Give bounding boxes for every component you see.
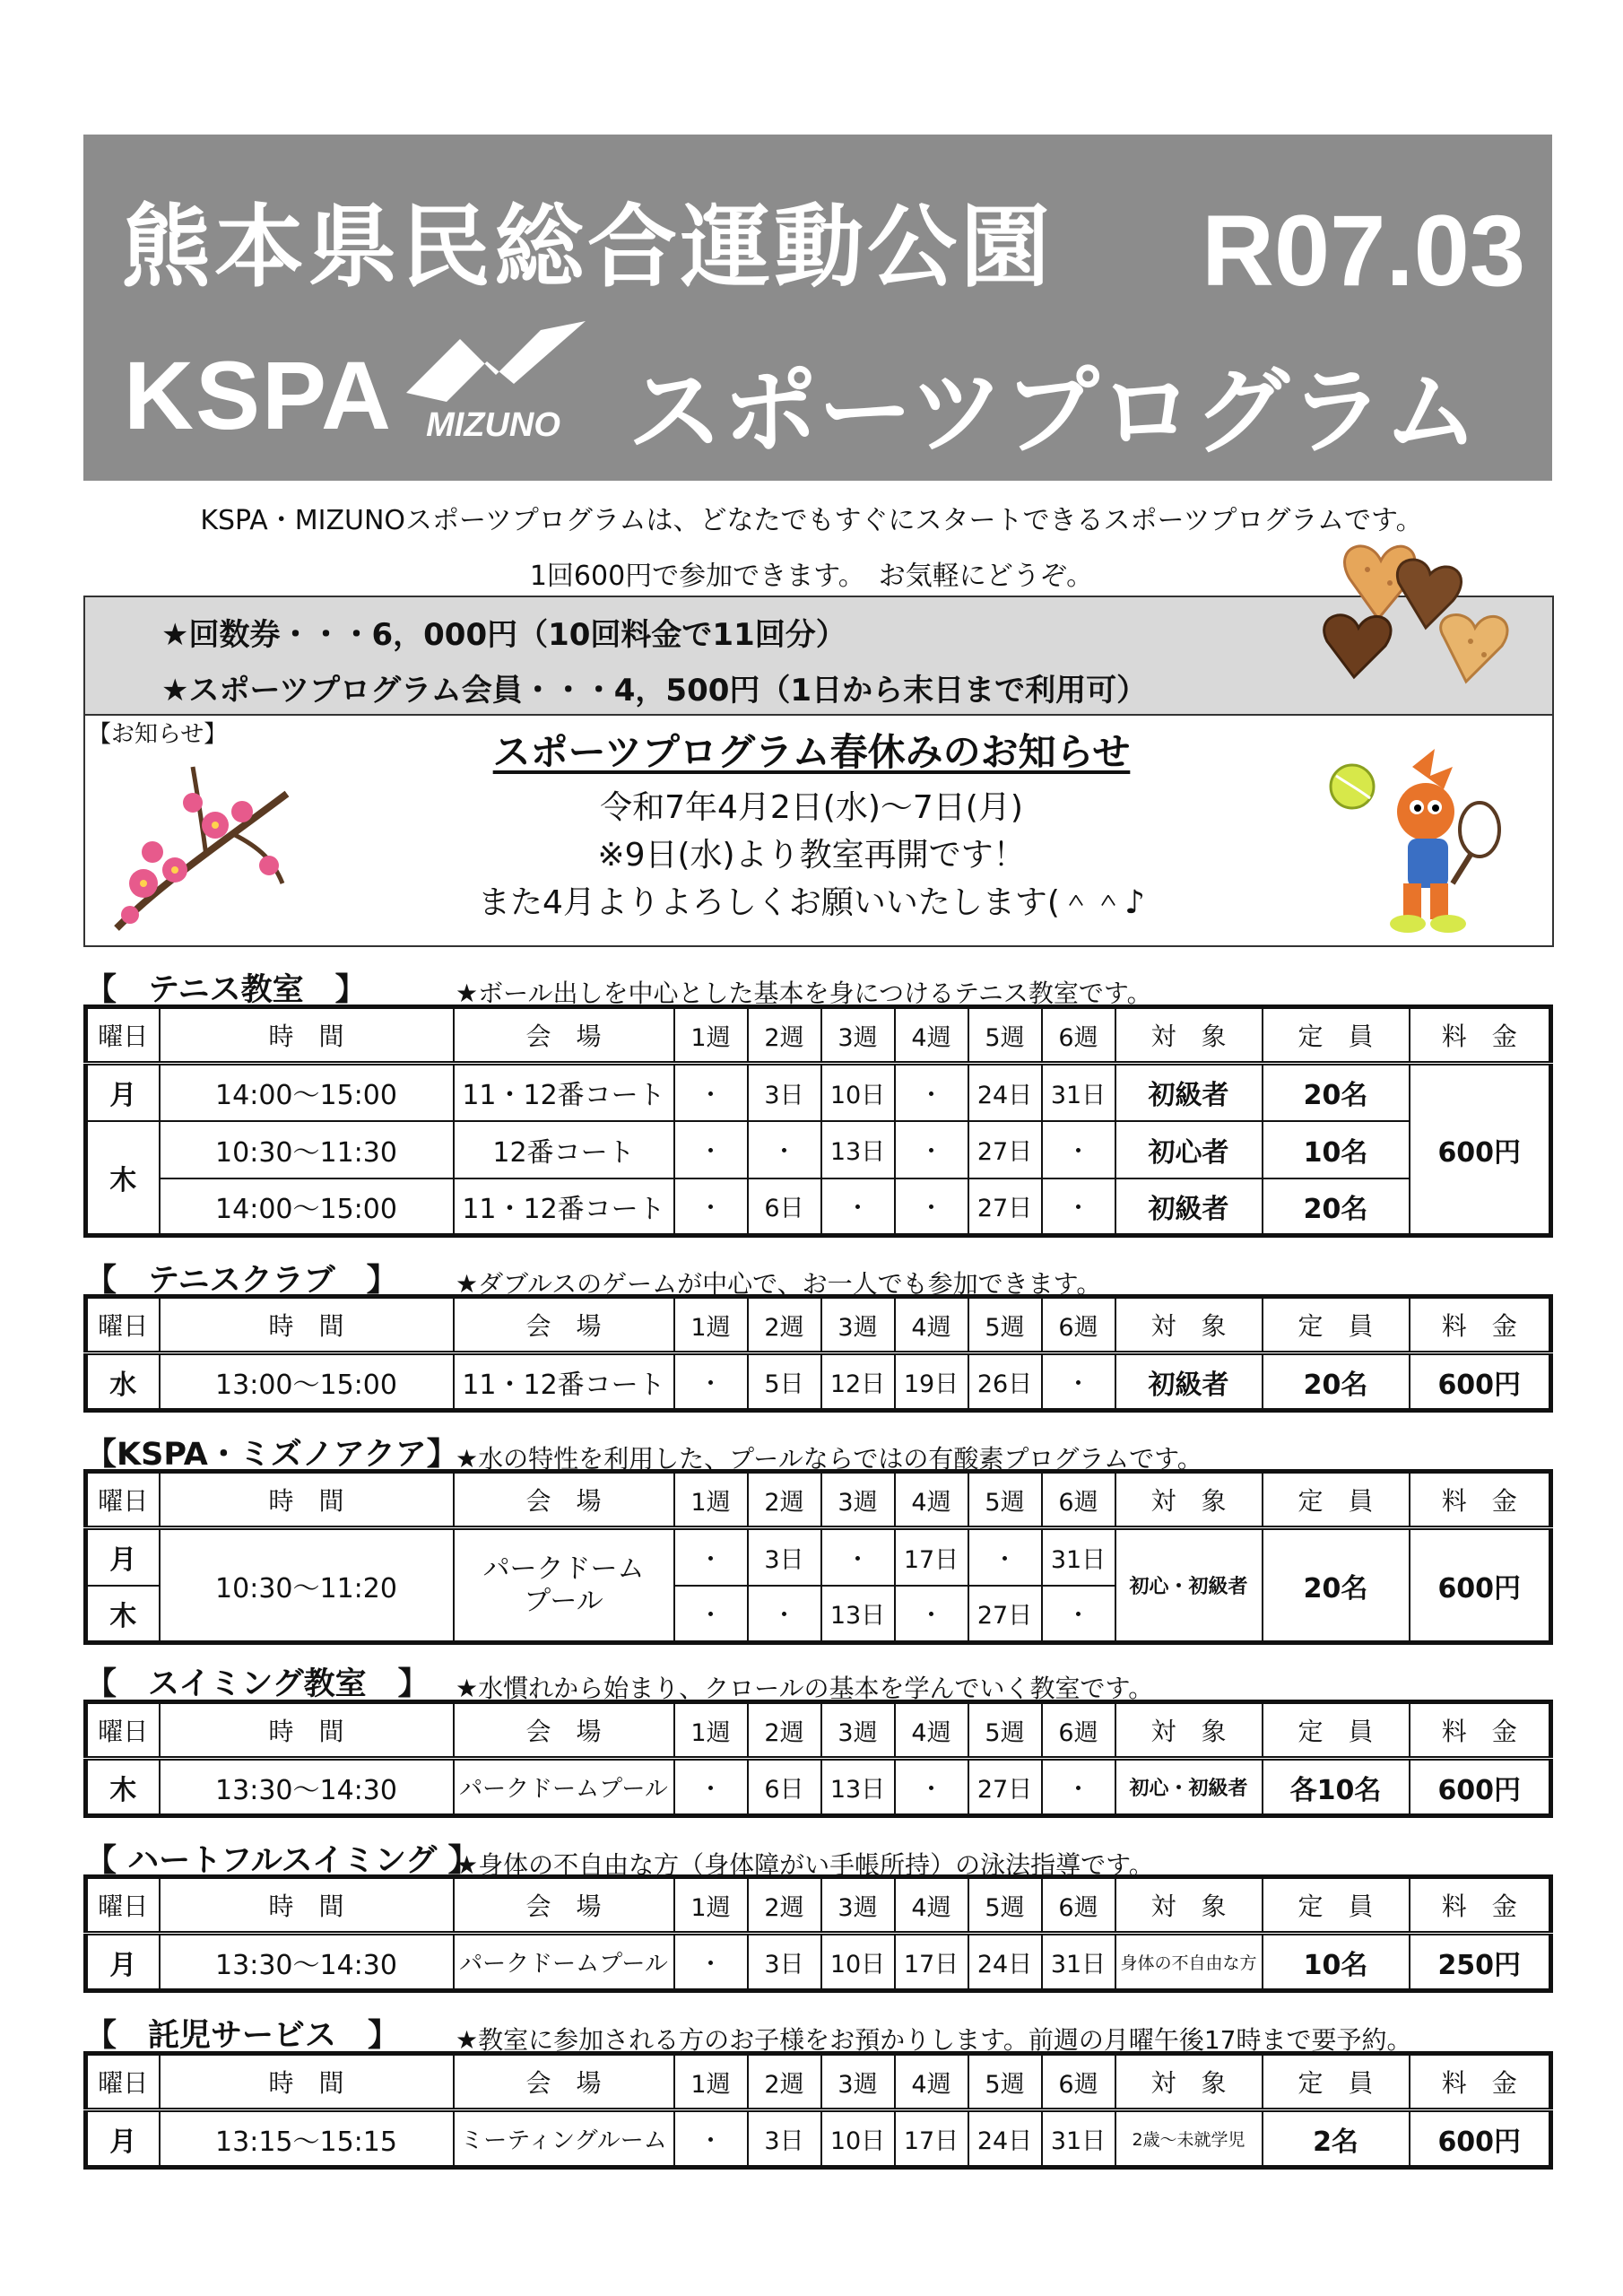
header-target: 対 象	[1115, 2054, 1263, 2110]
week-cell: 13日	[821, 1121, 895, 1178]
venue-cell: パークドーム プール	[454, 1528, 674, 1643]
table-row	[86, 1934, 1551, 1991]
capacity-cell: 2名	[1263, 2110, 1410, 2168]
header-week3: 3週	[821, 1007, 895, 1064]
week-cell: ・	[674, 1178, 748, 1236]
fee-cell: 600円	[1410, 1064, 1551, 1236]
week-cell: ・	[674, 1353, 748, 1411]
swimming-table	[83, 1700, 1553, 1818]
table-row	[86, 1178, 1551, 1236]
week-cell: ・	[674, 1759, 748, 1816]
header-week4: 4週	[895, 2054, 968, 2110]
week-cell: ・	[674, 1934, 748, 1991]
time-cell: 13:30～14:30	[160, 1934, 454, 1991]
header-capacity: 定 員	[1263, 1702, 1410, 1759]
week-cell: ・	[674, 2110, 748, 2168]
cookies-icon	[1314, 529, 1529, 686]
header-day: 曜日	[86, 2054, 160, 2110]
header-week2: 2週	[748, 1702, 821, 1759]
header-capacity: 定 員	[1263, 2054, 1410, 2110]
week-cell: ・	[674, 1586, 748, 1643]
tennis-class-desc: ★ボール出しを中心とした基本を身につけるテニス教室です。	[456, 978, 1152, 1008]
week-cell: ・	[1042, 1178, 1115, 1236]
header-time: 時 間	[160, 1702, 454, 1759]
header-fee: 料 金	[1410, 1297, 1551, 1353]
week-cell: 26日	[968, 1353, 1042, 1411]
header-venue: 会 場	[454, 2054, 674, 2110]
heartful-table	[83, 1874, 1553, 1993]
header-venue: 会 場	[454, 1007, 674, 1064]
header-week1: 1週	[674, 1472, 748, 1528]
week-cell: 24日	[968, 2110, 1042, 2168]
header-fee: 料 金	[1410, 1007, 1551, 1064]
mizuno-logo-icon	[397, 321, 590, 442]
table-header-row	[86, 1007, 1551, 1064]
week-cell: 13日	[821, 1586, 895, 1643]
tennis-club-table	[83, 1294, 1553, 1413]
capacity-cell: 20名	[1263, 1528, 1410, 1643]
header-week5: 5週	[968, 1297, 1042, 1353]
week-cell: 24日	[968, 1064, 1042, 1121]
member-price: ★スポーツプログラム会員・・・4，500円（1日から末日まで利用可）	[161, 673, 1148, 709]
table-header-row	[86, 2054, 1551, 2110]
childcare-desc: ★教室に参加される方のお子様をお預かりします。前週の月曜午後17時まで要予約。	[456, 2025, 1412, 2055]
week-cell: ・	[968, 1528, 1042, 1586]
header-day: 曜日	[86, 1007, 160, 1064]
header-venue: 会 場	[454, 1877, 674, 1934]
target-cell: 初級者	[1115, 1178, 1263, 1236]
header-week2: 2週	[748, 1877, 821, 1934]
week-cell: 6日	[748, 1178, 821, 1236]
header-week4: 4週	[895, 1702, 968, 1759]
header-time: 時 間	[160, 1297, 454, 1353]
header-week4: 4週	[895, 1877, 968, 1934]
week-cell: 31日	[1042, 2110, 1115, 2168]
fee-cell: 600円	[1410, 1528, 1551, 1643]
fee-cell: 600円	[1410, 1353, 1551, 1411]
table-row	[86, 2110, 1551, 2168]
aqua-title: 【KSPA・ミズノアクア】	[85, 1437, 458, 1473]
week-cell: ・	[748, 1121, 821, 1178]
childcare-title: 【 託児サービス 】	[85, 2018, 400, 2054]
header-capacity: 定 員	[1263, 1877, 1410, 1934]
header-capacity: 定 員	[1263, 1297, 1410, 1353]
target-cell: 初心・初級者	[1115, 1528, 1263, 1643]
day-cell: 月	[86, 1934, 160, 1991]
childcare-table	[83, 2051, 1553, 2170]
notice-dates: 令和7年4月2日(水)～7日(月)	[600, 789, 1023, 826]
week-cell: 13日	[821, 1759, 895, 1816]
header-week3: 3週	[821, 1877, 895, 1934]
notice-greeting: また4月よりよろしくお願いいたします(＾＾♪	[478, 884, 1145, 921]
header-fee: 料 金	[1410, 2054, 1551, 2110]
tennis-class-title: 【 テニス教室 】	[85, 972, 367, 1008]
header-week5: 5週	[968, 1702, 1042, 1759]
table-header-row	[86, 1297, 1551, 1353]
week-cell: 31日	[1042, 1064, 1115, 1121]
header-week3: 3週	[821, 1472, 895, 1528]
week-cell: 17日	[895, 2110, 968, 2168]
week-cell: ・	[674, 1064, 748, 1121]
time-cell: 14:00～15:00	[160, 1064, 454, 1121]
time-cell: 10:30～11:20	[160, 1528, 454, 1643]
day-cell: 木	[86, 1586, 160, 1643]
header-target: 対 象	[1115, 1007, 1263, 1064]
fee-cell: 600円	[1410, 1759, 1551, 1816]
aqua-table	[83, 1469, 1553, 1645]
week-cell: 6日	[748, 1759, 821, 1816]
header-venue: 会 場	[454, 1472, 674, 1528]
week-cell: 19日	[895, 1353, 968, 1411]
time-cell: 10:30～11:30	[160, 1121, 454, 1178]
venue-cell: パークドームプール	[454, 1934, 674, 1991]
target-cell: 初級者	[1115, 1064, 1263, 1121]
swimming-title: 【 スイミング教室 】	[85, 1666, 430, 1702]
week-cell: ・	[1042, 1353, 1115, 1411]
tennis-mascot-icon	[1327, 749, 1506, 937]
table-row	[86, 1121, 1551, 1178]
week-cell: ・	[895, 1064, 968, 1121]
tennis-class-table	[83, 1004, 1553, 1238]
header-week4: 4週	[895, 1297, 968, 1353]
week-cell: ・	[895, 1178, 968, 1236]
header-capacity: 定 員	[1263, 1007, 1410, 1064]
swimming-desc: ★水慣れから始まり、クロールの基本を学んでいく教室です。	[456, 1674, 1154, 1703]
week-cell: ・	[748, 1586, 821, 1643]
header-week6: 6週	[1042, 1877, 1115, 1934]
day-cell: 木	[86, 1121, 160, 1236]
target-cell: 初心・初級者	[1115, 1759, 1263, 1816]
week-cell: ・	[895, 1121, 968, 1178]
header-venue: 会 場	[454, 1297, 674, 1353]
header-fee: 料 金	[1410, 1472, 1551, 1528]
header-day: 曜日	[86, 1472, 160, 1528]
table-row	[86, 1528, 1551, 1586]
week-cell: ・	[674, 1121, 748, 1178]
header-day: 曜日	[86, 1297, 160, 1353]
day-cell: 木	[86, 1759, 160, 1816]
target-cell: 初心者	[1115, 1121, 1263, 1178]
heartful-title: 【 ハートフルスイミング 】	[85, 1843, 480, 1879]
header-day: 曜日	[86, 1877, 160, 1934]
intro-line-2: 1回600円で参加できます。 お気軽にどうぞ。	[529, 561, 1094, 592]
header-week4: 4週	[895, 1007, 968, 1064]
table-row	[86, 1064, 1551, 1121]
time-cell: 14:00～15:00	[160, 1178, 454, 1236]
week-cell: 27日	[968, 1586, 1042, 1643]
header-week6: 6週	[1042, 1702, 1115, 1759]
fee-cell: 600円	[1410, 2110, 1551, 2168]
table-header-row	[86, 1472, 1551, 1528]
week-cell: 10日	[821, 1934, 895, 1991]
time-cell: 13:30～14:30	[160, 1759, 454, 1816]
header-target: 対 象	[1115, 1702, 1263, 1759]
header-time: 時 間	[160, 1472, 454, 1528]
week-cell: 27日	[968, 1759, 1042, 1816]
venue-cell: 11・12番コート	[454, 1178, 674, 1236]
week-cell: 12日	[821, 1353, 895, 1411]
table-row	[86, 1353, 1551, 1411]
week-cell: 27日	[968, 1178, 1042, 1236]
week-cell: 3日	[748, 2110, 821, 2168]
header-time: 時 間	[160, 1877, 454, 1934]
header-week5: 5週	[968, 1007, 1042, 1064]
target-cell: 身体の不自由な方	[1115, 1934, 1263, 1991]
header-capacity: 定 員	[1263, 1472, 1410, 1528]
venue-cell: 12番コート	[454, 1121, 674, 1178]
header-week1: 1週	[674, 1297, 748, 1353]
mizuno-logo-text: MIZUNO	[426, 406, 560, 442]
header-time: 時 間	[160, 1007, 454, 1064]
header-week2: 2週	[748, 1472, 821, 1528]
week-cell: 31日	[1042, 1934, 1115, 1991]
tennis-club-title: 【 テニスクラブ 】	[85, 1263, 398, 1299]
table-row	[86, 1759, 1551, 1816]
heartful-desc: ★身体の不自由な方（身体障がい手帳所持）の泳法指導です。	[456, 1850, 1154, 1880]
aqua-desc: ★水の特性を利用した、プールならではの有酸素プログラムです。	[456, 1444, 1202, 1474]
header-week3: 3週	[821, 1297, 895, 1353]
week-cell: 17日	[895, 1528, 968, 1586]
venue-cell: パークドームプール	[454, 1759, 674, 1816]
header-week4: 4週	[895, 1472, 968, 1528]
venue-cell: ミーティングルーム	[454, 2110, 674, 2168]
capacity-cell: 10名	[1263, 1934, 1410, 1991]
capacity-cell: 各10名	[1263, 1759, 1410, 1816]
week-cell: 27日	[968, 1121, 1042, 1178]
header-week6: 6週	[1042, 1007, 1115, 1064]
header-week6: 6週	[1042, 1297, 1115, 1353]
week-cell: 31日	[1042, 1528, 1115, 1586]
header-week1: 1週	[674, 1007, 748, 1064]
week-cell: ・	[1042, 1586, 1115, 1643]
table-header-row	[86, 1877, 1551, 1934]
table-header-row	[86, 1702, 1551, 1759]
week-cell: ・	[1042, 1759, 1115, 1816]
plum-blossom-icon	[108, 749, 296, 933]
week-cell: 3日	[748, 1528, 821, 1586]
header-fee: 料 金	[1410, 1702, 1551, 1759]
header-week5: 5週	[968, 2054, 1042, 2110]
header-week3: 3週	[821, 1702, 895, 1759]
day-cell: 月	[86, 1528, 160, 1586]
capacity-cell: 20名	[1263, 1353, 1410, 1411]
header-target: 対 象	[1115, 1297, 1263, 1353]
capacity-cell: 10名	[1263, 1121, 1410, 1178]
week-cell: 17日	[895, 1934, 968, 1991]
park-name: 熊本県民総合運動公園	[121, 195, 1054, 300]
notice-reopen: ※9日(水)より教室再開です！	[597, 837, 1026, 874]
issue-date: R07.03	[1202, 195, 1526, 307]
header-week6: 6週	[1042, 2054, 1115, 2110]
header-fee: 料 金	[1410, 1877, 1551, 1934]
week-cell: ・	[895, 1586, 968, 1643]
target-cell: 2歳～未就学児	[1115, 2110, 1263, 2168]
week-cell: 10日	[821, 1064, 895, 1121]
day-cell: 月	[86, 2110, 160, 2168]
week-cell: ・	[895, 1759, 968, 1816]
week-cell: ・	[674, 1528, 748, 1586]
header-week5: 5週	[968, 1877, 1042, 1934]
kspa-logo: KSPA	[124, 341, 394, 449]
week-cell: ・	[1042, 1121, 1115, 1178]
week-cell: 10日	[821, 2110, 895, 2168]
capacity-cell: 20名	[1263, 1064, 1410, 1121]
week-cell: 5日	[748, 1353, 821, 1411]
header-week6: 6週	[1042, 1472, 1115, 1528]
coupon-price: ★回数券・・・6，000円（10回料金で11回分）	[161, 617, 846, 653]
time-cell: 13:15～15:15	[160, 2110, 454, 2168]
week-cell: 24日	[968, 1934, 1042, 1991]
notice-tag: 【お知らせ】	[88, 721, 228, 748]
header-week1: 1週	[674, 1702, 748, 1759]
week-cell: 3日	[748, 1934, 821, 1991]
header-week3: 3週	[821, 2054, 895, 2110]
venue-cell: 11・12番コート	[454, 1064, 674, 1121]
time-cell: 13:00～15:00	[160, 1353, 454, 1411]
notice-title: スポーツプログラム春休みのお知らせ	[492, 730, 1131, 774]
target-cell: 初級者	[1115, 1353, 1263, 1411]
tennis-club-desc: ★ダブルスのゲームが中心で、お一人でも参加できます。	[456, 1269, 1102, 1299]
day-cell: 月	[86, 1064, 160, 1121]
header-venue: 会 場	[454, 1702, 674, 1759]
header-day: 曜日	[86, 1702, 160, 1759]
week-cell: 3日	[748, 1064, 821, 1121]
header-time: 時 間	[160, 2054, 454, 2110]
fee-cell: 250円	[1410, 1934, 1551, 1991]
header-week2: 2週	[748, 1297, 821, 1353]
header-week1: 1週	[674, 1877, 748, 1934]
week-cell: ・	[821, 1178, 895, 1236]
header-week5: 5週	[968, 1472, 1042, 1528]
capacity-cell: 20名	[1263, 1178, 1410, 1236]
header-week2: 2週	[748, 1007, 821, 1064]
day-cell: 水	[86, 1353, 160, 1411]
venue-cell: 11・12番コート	[454, 1353, 674, 1411]
header-target: 対 象	[1115, 1472, 1263, 1528]
header-week1: 1週	[674, 2054, 748, 2110]
header-week2: 2週	[748, 2054, 821, 2110]
intro-line-1: KSPA・MIZUNOスポーツプログラムは、どなたでもすぐにスタートできるスポーツプログラムです。	[200, 505, 1423, 536]
week-cell: ・	[821, 1528, 895, 1586]
program-title: スポーツプログラム	[628, 357, 1479, 467]
header-target: 対 象	[1115, 1877, 1263, 1934]
